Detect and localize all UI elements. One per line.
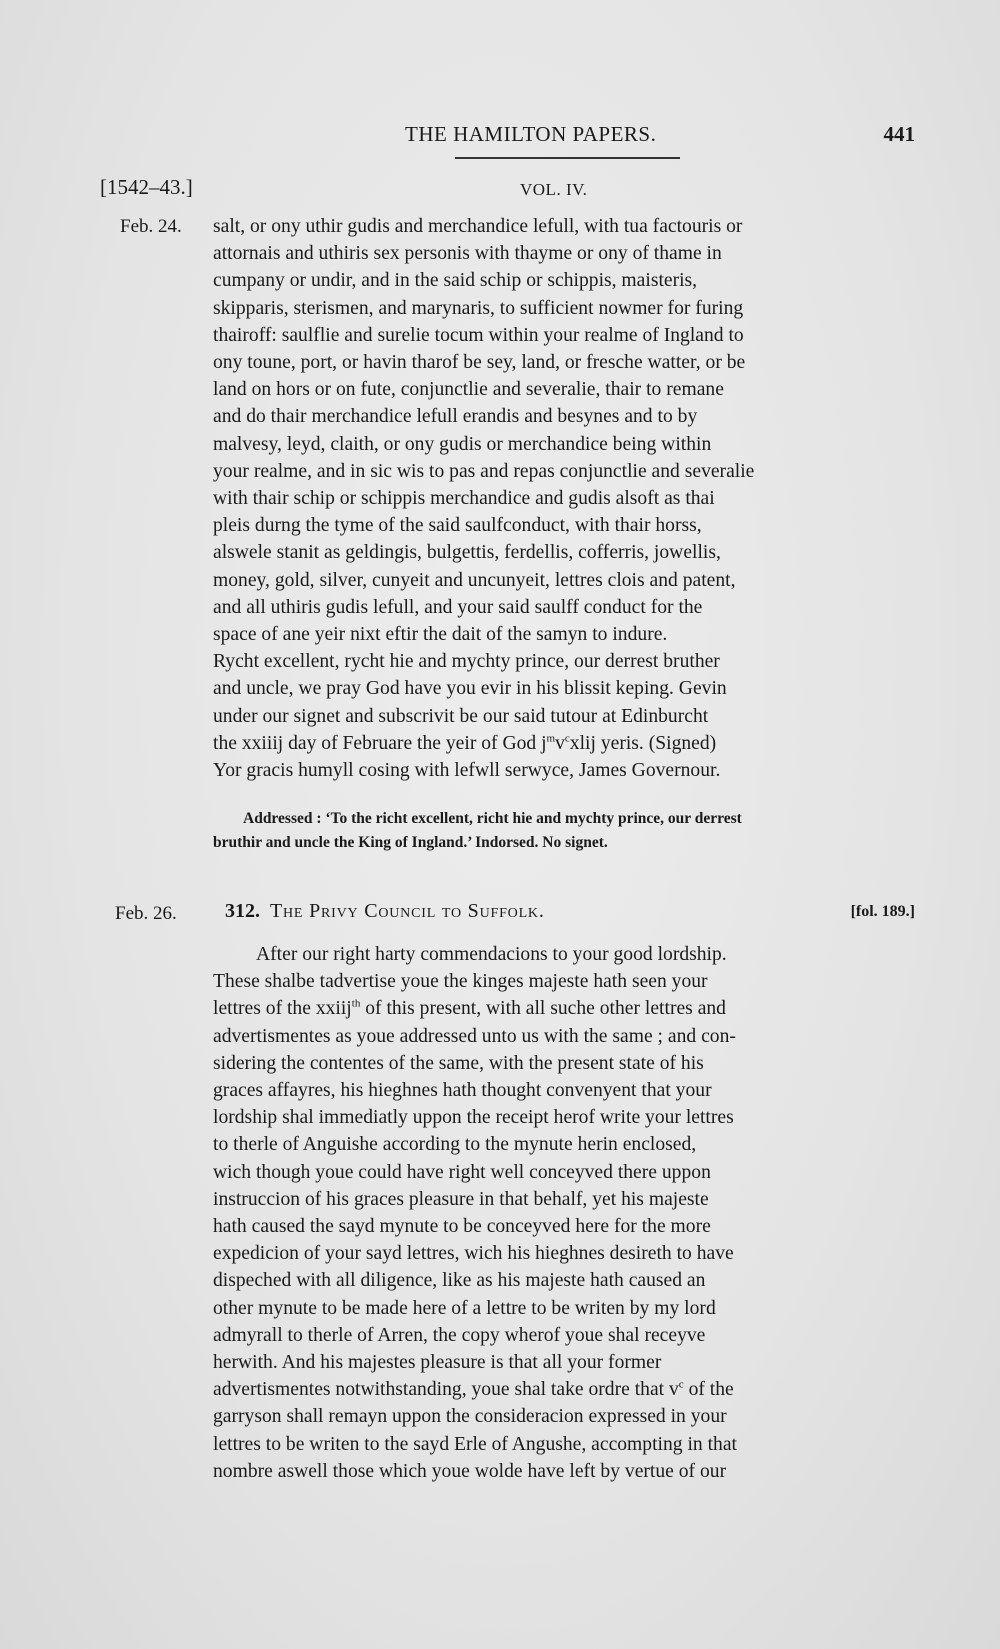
margin-date-feb-24: Feb. 24. <box>120 216 182 237</box>
page-number: 441 <box>883 122 915 146</box>
superscript-m: m <box>546 732 556 745</box>
letter-text-part-a: After our right harty commendacions to your good lordship. These shalbe tadvertise youe the kinges majeste hath seen your lettres of the xxiij <box>213 944 727 1020</box>
continued-text-part: salt, or ony uthir gudis and merchandice lefull, with tua factouris or attornais and uthiris sex personis with thayme or ony of thame in cumpany or undir, and in the said schip or schippis, maisteris, skipparis, sterismen, and marynaris, to sufficient nowmer for furing thairoff: saulflie and surelie tocum within your realme of Ingland to ony toune, port, or havin tharof be sey, land, or fresche watter, or be land on hors or on fute, conjunctlie and severalie, thair to remane and do thair merchandice lefull erandis and besynes and to by malvesy, leyd, claith, or ony gudis or merchandice being within your realme, and in sic wis to pas and repas conjunctlie and severalie with thair schip or schippis merchandice and gudis alsoft as thai pleis durng the tyme of the said saulfconduct, with thair horss, alswele stanit as geldingis, bulgettis, ferdellis, cofferris, jowellis, money, gold, silver, cunyeit and uncunyeit, lettres clois and patent, and all uthiris gudis lefull, and your said saulff conduct for the space of ane yeir nixt eftir the dait of the samyn to indure. Rycht excellent, rycht hie and mychty prince, our derrest bruther and uncle, we pray God have you evir in his blissit keping. Gevin under our signet and subscrivit be our said tutour at Edinburcht the xxiiij day of Februare the yeir of God j <box>213 216 755 754</box>
superscript-c: c <box>564 732 570 745</box>
superscript-c-2: c <box>678 1378 684 1391</box>
running-title: THE HAMILTON PAPERS. <box>405 122 657 146</box>
entry-number: 312. <box>225 900 260 922</box>
continued-text-end: xlij yeris. (Signed) Yor gracis humyll cosing with lefwll serwyce, James Governour. <box>213 732 721 782</box>
margin-date-feb-26: Feb. 26. <box>115 903 177 924</box>
volume-label: VOL. IV. <box>520 180 588 199</box>
folio-reference: [fol. 189.] <box>850 903 915 920</box>
continued-text-mid: v <box>555 732 565 754</box>
entry-heading <box>225 900 915 930</box>
address-note <box>213 807 915 855</box>
entry-title: The Privy Council to Suffolk. <box>270 900 545 922</box>
continued-letter-text <box>213 213 915 784</box>
header-rule <box>455 157 680 159</box>
date-range: [1542–43.] <box>100 175 193 199</box>
address-note-text: Addressed : ‘To the richt excellent, richt hie and mychty prince, our derrest bruthir and uncle the King of Ingland.’ Indorsed. No signet. <box>213 810 742 851</box>
running-head <box>0 122 1000 152</box>
letter-text-part-b: of this present, with all suche other lettres and advertismentes as youe addressed unto us with the same ; and con- sidering the contentes of the same, with the present state of his graces affayres, his hieghnes hath thought convenyent that your lordship shal immediatly uppon the receipt herof write your lettres to therle of Anguishe according to the mynute herin enclosed, wich though youe could have right well conceyved there uppon instruccion of his graces pleasure in that behalf, yet his majeste hath caused the sayd mynute to be conceyved here for the more expedicion of your sayd lettres, wich his hieghnes desireth to have dispeched with all diligence, like as his majeste hath caused an other mynute to be made here of a lettre to be writen by my lord admyrall to therle of Arren, the copy wherof youe shal receyve herwith. And his majestes pleasure is that all your former advertismentes notwithstanding, youe shal take ordre that v <box>213 998 736 1401</box>
letter-text-part-c: of the garryson shall remayn uppon the consideracion expressed in your lettres to be writen to the sayd Erle of Angushe, accompting in that nombre aswell those which youe wolde have left by vertue of our <box>213 1379 737 1482</box>
superscript-th: th <box>351 997 361 1010</box>
letter-312-text <box>213 941 915 1485</box>
